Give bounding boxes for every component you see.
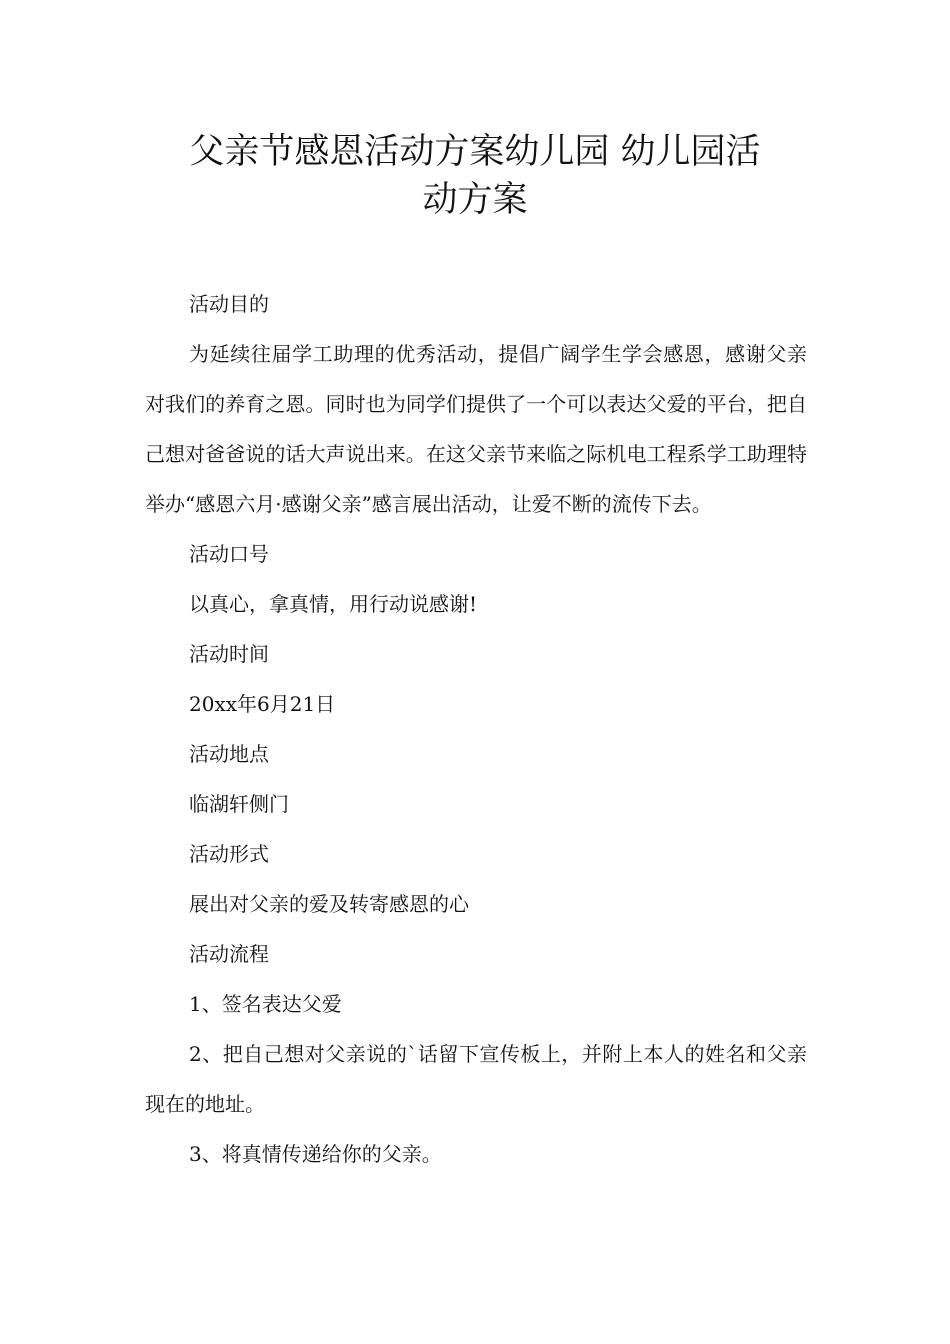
paragraph-location: 临湖轩侧门 — [189, 792, 289, 816]
section-heading-format: 活动形式 — [189, 842, 269, 866]
paragraph-purpose: 为延续往届学工助理的优秀活动，提倡广阔学生学会感恩，感谢父亲对我们的养育之恩。同时也为同学们提供了一个可以表达父爱的平台，把自己想对爸爸说的话大声说出来。在这父亲节来临之际机电工程系学工助理特举办“感恩六月·感谢父亲”感言展出活动，让爱不断的流传下去。 — [145, 342, 807, 516]
document-body — [145, 279, 807, 1179]
list-item-step-2: 2、把自己想对父亲说的`话留下宣传板上，并附上本人的姓名和父亲现在的地址。 — [145, 1042, 807, 1116]
list-item-step-3: 3、将真情传递给你的父亲。 — [189, 1142, 442, 1166]
list-item-step-1: 1、签名表达父爱 — [189, 992, 342, 1016]
document-title-line-1: 父亲节感恩活动方案幼儿园 幼儿园活 — [189, 132, 761, 172]
paragraph-time: 20xx年6月21日 — [189, 692, 336, 716]
section-heading-process: 活动流程 — [189, 942, 269, 966]
paragraph-slogan: 以真心，拿真情，用行动说感谢! — [189, 592, 478, 616]
section-heading-location: 活动地点 — [189, 742, 269, 766]
section-heading-slogan: 活动口号 — [189, 542, 269, 566]
document-title-line-2: 动方案 — [422, 180, 528, 220]
section-heading-time: 活动时间 — [189, 642, 269, 666]
section-heading-purpose: 活动目的 — [189, 292, 269, 316]
paragraph-format: 展出对父亲的爱及转寄感恩的心 — [189, 892, 469, 916]
document-title — [140, 128, 810, 224]
